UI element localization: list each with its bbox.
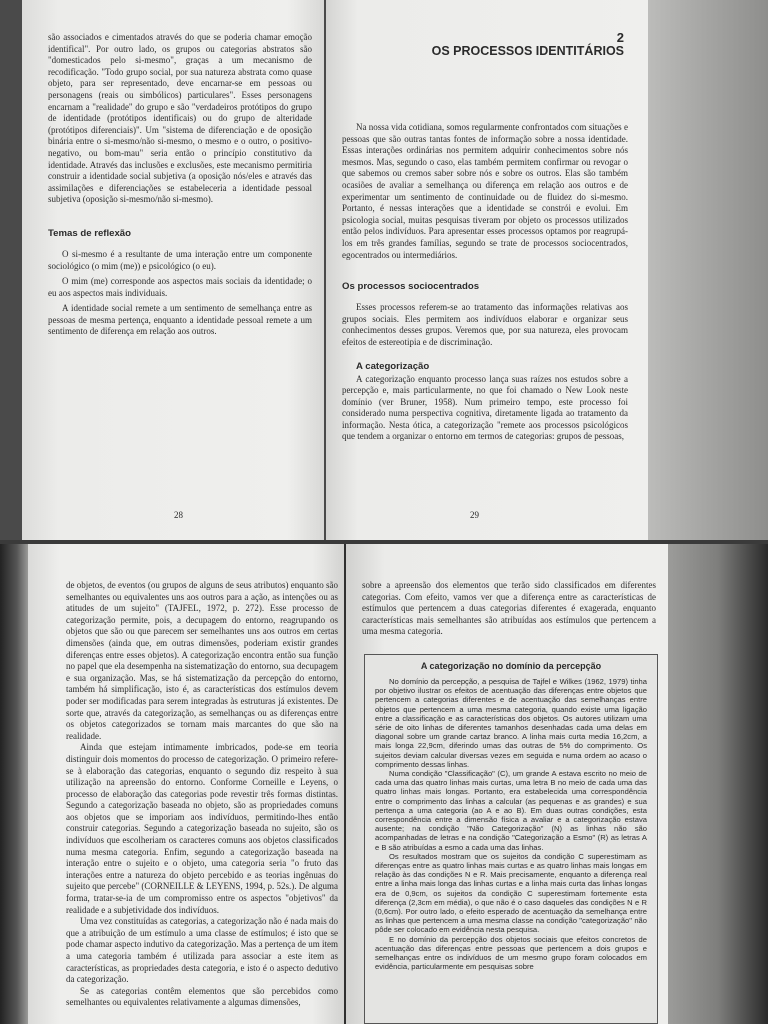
chapter-intro-paragraph: Na nossa vida cotidiana, somos regularmente confrontados com situações e pessoas que são outras tantas fontes de informação sobre a nossa identidade. Essas interações ordinárias nos permitem adquirir conhecimentos sobre nós mesmos. Mas, segundo o caso, elas também permitem confirmar ou revogar o que sabemos ou cremos saber sobre nós e sobre os outros. Elas são também ocasiões de avaliar a semelhança ou diferença em relação aos outros e de experimentar um sentimento de continuidade ou de fluidez do si-mesmo. Portanto, é nessas interações que a identidade se constrói e evolui. Em psicologia social, muitas pesquisas tiveram por objeto os processos utilizados então pelos indivíduos. Para apresentar esses processos optamos por reagrupá-los em três grandes famílias, segundo se trate de processos sociocentrados, egocentrados ou intermediários. <box>342 122 628 260</box>
page-31-top-paragraph: sobre a apreensão dos elementos que terão sido classificados em diferentes categorias. Com efeito, vamos ver que a diferença entre as características de estímulos que pertencem a duas categorias diferentes é exagerada, enquanto características mais semelhantes são atribuídas aos estímulos que pertencem a uma mesma categoria. <box>362 580 656 637</box>
box-paragraph-3: Os resultados mostram que os sujeitos da condição C superestimam as diferenças entre as quatro linhas mais curtas e as quatro linhas mais longas em relação às das condições N e R. Mais precisamente, enquanto a diferença real entre a linha mais longa das linhas curtas e a linha mais curta das linhas longas era de 0,9cm, os sujeitos da condição C superestimam fortemente esta diferença (2,3cm em média), o que não é o caso daqueles das condições N e R (0,6cm). Por outro lado, o efeito esperado de acentuação da semelhança entre as linhas que pertencem a uma mesma classe na condição "categorização" não pôde ser colocado em evidência nesta pesquisa. <box>375 851 647 935</box>
section-heading-temas-de-reflexao: Temas de reflexão <box>48 227 132 239</box>
book-spread-bottom <box>0 544 768 1024</box>
page-edge-right <box>648 0 768 540</box>
section-heading-processos-sociocentrados: Os processos sociocentrados <box>342 281 480 293</box>
page-31 <box>346 544 668 1024</box>
page-30-text-column <box>66 580 338 1009</box>
page-30-paragraph-3: Uma vez constituídas as categorias, a categorização não é nada mais do que a atribuição de um estímulo a uma classe de estímulos; é isto que se pode chamar aspecto indutivo da categorização. Mas a pertença de um item a uma categoria também é utilizada para associar a este item as características, as propriedades desta categoria, e isto é o aspecto dedutivo da categorização. <box>66 916 338 985</box>
page-30 <box>28 544 344 1024</box>
sidebar-box-categorizacao-percepcao <box>364 654 658 1024</box>
page-30-paragraph-4: Se as categorias contêm elementos que são percebidos como semelhantes ou equivalentes relativamente a algumas dimensões, <box>66 985 338 1008</box>
page-edge-right-bottom <box>668 544 768 1024</box>
page-edge-left <box>0 544 28 1024</box>
categorizacao-paragraph: A categorização enquanto processo lança suas raízes nos estudos sobre a percepção e, mais particularmente, no que foi chamado o New Look neste domínio (ver Bruner, 1958). Num primeiro tempo, este processo foi considerado numa perspectiva cognitiva, diretamente ligada ao tratamento da informação. Nesta ótica, a categorização "remete aos processos psicológicos que tendem a organizar o entorno em termos de categorias: grupos de pessoas, <box>342 373 628 442</box>
theme-paragraph-3: A identidade social remete a um sentimento de semelhança entre as pessoas de mesma pertença, enquanto a identidade pessoal remete a um sentimento de diferença em relação aos outros. <box>48 303 312 337</box>
box-paragraph-4: E no domínio da percepção dos objetos sociais que efeitos concretos de acentuação das diferenças entre pessoas que pertencem a dois grupos e semelhanças entre os indivíduos de um mesmo grupo foram colocados em evidência, particularmente em pesquisas sobre <box>375 934 647 972</box>
box-title: A categorização no domínio da percepção <box>420 661 602 671</box>
page-30-paragraph-1: de objetos, de eventos (ou grupos de alguns de seus atributos) enquanto são semelhantes ou equivalentes uns aos outros para a ação, as intenções ou as atitudes de um sujeito" (TAJFEL, 1972, p. 272). Esse processo de categorização permite, pois, a decupagem do entorno, reagrupando os objetos que são ou que parecem ser semelhantes uns aos outros em certas dimensões (ainda que, em outras dimensões, poderiam existir grandes diferenças entre esses objetos). A categorização encontra então sua função no papel que ela desempenha na sistematização do entorno, sua decupagem e sua organização. Mas, se há sistematização da percepção do entorno, também há simplificação, isto é, as características dos estímulos devem poder ser modificadas para serem integradas às estruturas já existentes. De sorte que, através da categorização, as semelhanças ou as diferenças entre os objetos categorizados se tornam mais marcantes do que são na realidade. <box>66 580 338 741</box>
theme-paragraph-2: O mim (me) corresponde aos aspectos mais sociais da identidade; o eu aos aspectos mais individuais. <box>48 276 312 298</box>
chapter-title: OS PROCESSOS IDENTITÁRIOS <box>431 44 624 58</box>
page-29 <box>326 0 648 540</box>
page-29-text-column <box>342 122 628 443</box>
page-28-text-column <box>48 32 312 338</box>
sociocentrados-paragraph: Esses processos referem-se ao tratamento das informações relativas aos grupos sociais. Eles permitem aos indivíduos elaborar e organizar seus conhecimentos desses grupos. Veremos que, por sua natureza, eles provocam efeitos de estereotipia e de discriminação. <box>342 302 628 347</box>
theme-paragraph-1: O si-mesmo é a resultante de uma interação entre um componente sociológico (o mim (me)) e psicológico (o eu). <box>48 248 312 271</box>
page-28-intro-paragraph: são associados e cimentados através do que se poderia chamar emoção identifical". Por outro lado, os grupos ou categorias abstratos são "domesticados pelo si-mesmo", graças a um mecanismo de recodificação. "Todo grupo social, por sua natureza abstrata como quase objeto, para ser representado, deve encarnar-se em pessoas ou personagens (reais ou simbólicos) particulares". Esses personagens encarnam a "realidade" do grupo e são "verdadeiros protótipos do grupo de identidade (protótipos identificais) ou do grupo de alteridade (protótipos diferenciais)". Um "sistema de diferenciação e de oposição binária entre o si-mesmo/não si-mesmo, o mesmo e o outro, o positivo-negativo, ou bom-mau" seria então o princípio constitutivo da identidade. Através das inclusões e exclusões, este mecanismo permitiria construir a identidade social subjetiva (a oposição nós/eles e através das assimilações e diferenciações se estabeleceria a identidade pessoal subjetiva (oposição si-mesmo/não si-mesmo). <box>48 32 312 205</box>
page-28 <box>22 0 324 540</box>
page-number-29: 29 <box>470 510 479 520</box>
page-30-paragraph-2: Ainda que estejam intimamente imbricados, pode-se em teoria distinguir dois momentos do processo de categorização. O primeiro refere-se à elaboração das categorias, enquanto o segundo diz respeito à sua utilização na apreensão do entorno. Conforme Corneille e Leyens, o processo de elaboração das categorias pode revestir três formas distintas. Segundo a categorização baseada no objeto, são as propriedades comuns aos objetos que se imporiam aos indivíduos, permitindo-lhes então construir categorias. Segundo a categorização baseada no sujeito, são os indivíduos que escolheriam os caracteres comuns aos objetos classificados numa mesma categoria. Enfim, segundo a categorização baseada na interação entre o sujeito e o objeto, uma categoria seria "o fruto das interações entre a natureza do objeto percebido e as teorias ingênuas do sujeito que percebe" (CORNEILLE & LEYENS, 1994, p. 52s.). De alguma forma, tratar-se-ia de um compromisso entre os aspectos "objetivos" da realidade e a subjetividade dos indivíduos. <box>66 742 338 915</box>
subheading-categorizacao: A categorização <box>356 360 430 372</box>
box-paragraph-2: Numa condição "Classificação" (C), um grande A estava escrito no meio de cada uma das quatro linhas mais curtas, uma letra B no meio de cada uma das quatro linhas mais longas. Portanto, era estabelecida uma correspondência entre o comprimento das linhas a calcular (as pequenas e as grandes) e sua pertença a uma categoria (ao A e ao B). Em duas outras condições, esta correspondência entre a dimensão física a avaliar e a categorização estava ausente; na condição "Não Categorização" (N) as linhas não são acompanhadas de letras e na condição "Categorização a Esmo" (R) as letras A e B são atribuídas a esmo a cada uma das linhas. <box>375 769 647 852</box>
box-paragraph-1: No domínio da percepção, a pesquisa de Tajfel e Wilkes (1962, 1979) tinha por objetivo ilustrar os efeitos de acentuação das diferenças entre objetos que pertencem a categorias diferentes e de acentuação das semelhanças entre objetos que pertencem a uma mesma categoria, quando existe uma ligação entre a classificação e as características dos objetos. Os autores utilizam uma série de oito linhas de diferentes tamanhos desenhadas cada uma delas em diagonal sobre um grande cartaz branco. A linha mais curta media 16,2cm, a mais longa 22,9cm, diferindo umas das outras de 5% do comprimento. Os sujeitos deviam calcular diversas vezes em seguida e numa ordem ao acaso o comprimento dessas linhas. <box>375 677 647 769</box>
page-31-text-column <box>362 580 656 638</box>
chapter-number: 2 <box>616 30 624 45</box>
page-number-28: 28 <box>174 510 183 520</box>
